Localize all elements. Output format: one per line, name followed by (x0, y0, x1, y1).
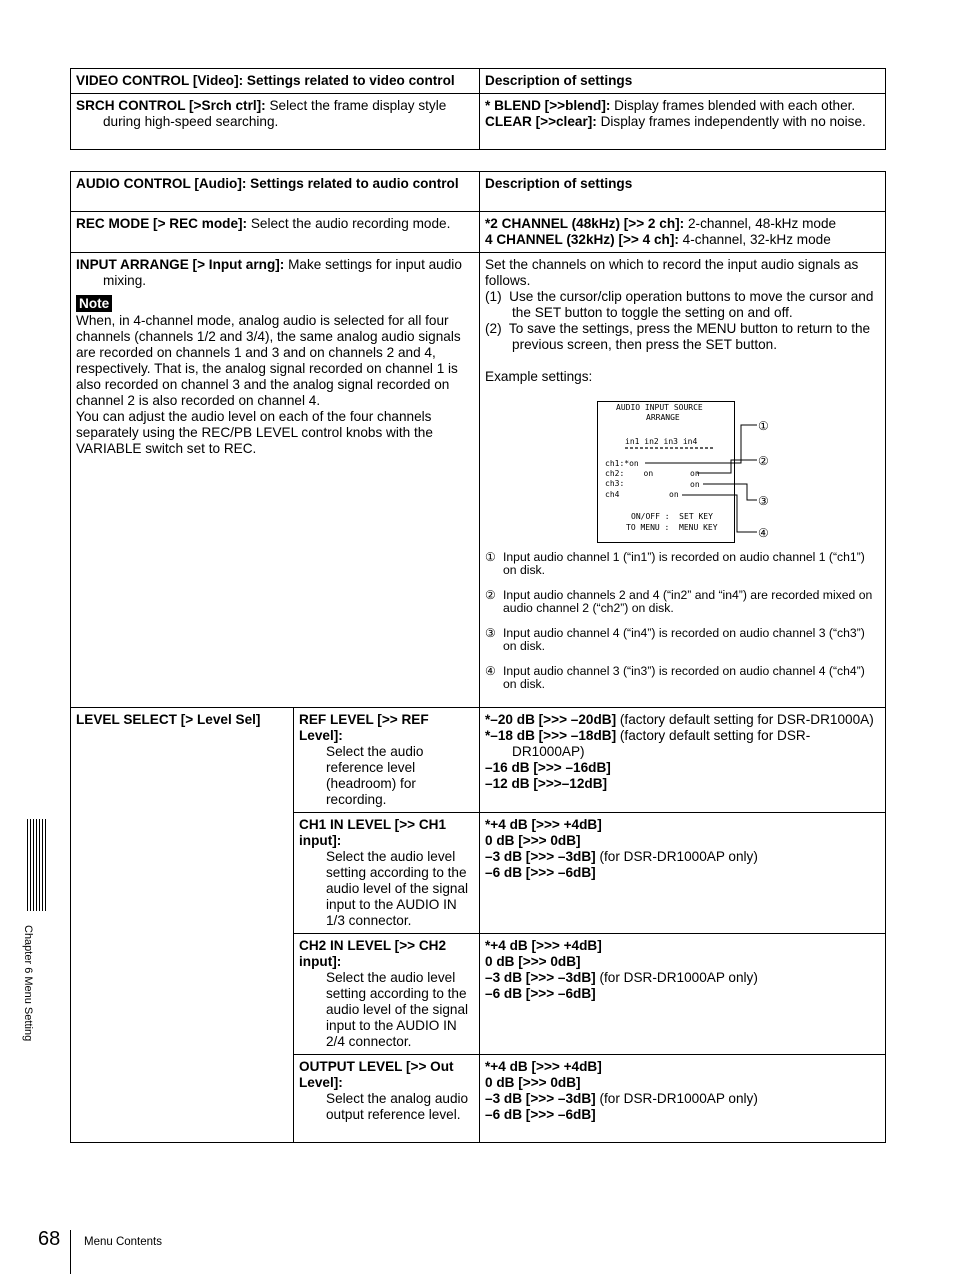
legend-text-3: Input audio channel 4 (“in4”) is recorded on audio channel 3 (“ch3”) on disk. (503, 626, 865, 653)
four-channel-text: 4-channel, 32-kHz mode (678, 232, 831, 247)
example-label: Example settings: (485, 369, 593, 384)
legend-num-2: ② (485, 588, 496, 602)
level-select-name: LEVEL SELECT [> Level Sel] (71, 708, 294, 1143)
out-opt-minus3: –3 dB [>>> –3dB] (485, 1091, 596, 1106)
ref-opt-20-note: (factory default setting for DSR-DR1000A) (616, 712, 874, 727)
srch-control-cell (71, 94, 480, 150)
input-arrange-name: INPUT ARRANGE [> Input arng]: (76, 257, 285, 272)
clear-option-text: Display frames independently with no noise. (596, 114, 866, 129)
note-text-2: You can adjust the audio level on each of the four channels separately using the REC/PB LEVEL control knobs with the VARIABLE switch set to REC. (76, 409, 433, 456)
screen-ch3-in4: on (690, 480, 700, 489)
clear-option: CLEAR [>>clear]: (485, 114, 597, 129)
srch-control-text: Select the frame display style during high-speed searching. (103, 98, 447, 129)
ch1-opt-0: 0 dB [>>> 0dB] (485, 833, 581, 848)
audio-header-left: AUDIO CONTROL [Audio]: Settings related to audio control (71, 172, 480, 212)
ref-level-cell (294, 708, 480, 813)
input-arrange-cell (71, 253, 480, 708)
ch1-level-cell (294, 813, 480, 934)
legend-item-1 (485, 551, 881, 577)
screen-ch1: ch1:*on (605, 459, 639, 468)
screen-columns: in1 in2 in3 in4 (625, 437, 698, 446)
screen-ch4: ch4 (605, 490, 620, 499)
chapter-tab-marker (27, 819, 47, 911)
input-arrange-intro: Set the channels on which to record the input audio signals as follows. (485, 257, 859, 288)
callout-4: ④ (758, 526, 769, 540)
rec-mode-name: REC MODE [> REC mode]: (76, 216, 248, 231)
ref-opt-20: *–20 dB [>>> –20dB] (485, 712, 617, 727)
blend-option: * BLEND [>>blend]: (485, 98, 611, 113)
ch1-opt-minus3-note: (for DSR-DR1000AP only) (595, 849, 758, 864)
screen-ch2-in4: on (690, 469, 700, 478)
ch2-opt-minus3: –3 dB [>>> –3dB] (485, 970, 596, 985)
legend (485, 551, 881, 691)
ch1-opt-minus3: –3 dB [>>> –3dB] (485, 849, 596, 864)
srch-control-name: SRCH CONTROL [>Srch ctrl]: (76, 98, 266, 113)
footer-divider (70, 1230, 71, 1274)
video-header-right: Description of settings (480, 69, 886, 94)
out-opt-minus6: –6 dB [>>> –6dB] (485, 1107, 596, 1122)
video-header-left: VIDEO CONTROL [Video]: Settings related to video control (71, 69, 480, 94)
ch2-opt-minus3-note: (for DSR-DR1000AP only) (595, 970, 758, 985)
callout-1: ① (758, 419, 769, 433)
output-level-name: OUTPUT LEVEL [>> Out Level]: (299, 1059, 454, 1090)
legend-item-3 (485, 627, 881, 653)
output-level-cell (294, 1055, 480, 1143)
legend-item-2 (485, 589, 881, 615)
ch2-opt-minus6: –6 dB [>>> –6dB] (485, 986, 596, 1001)
screen-ch2: ch2: on (605, 469, 654, 478)
legend-text-2: Input audio channels 2 and 4 (“in2” and “in4”) are recorded mixed on audio channel 2 (“ch2”) on disk. (503, 588, 873, 615)
footer-section-title: Menu Contents (84, 1236, 162, 1248)
screen-ch4-in3: on (669, 490, 679, 499)
screen-footer-1: ON/OFF : SET KEY (631, 512, 713, 521)
screen-footer-2: TO MENU : MENU KEY (626, 523, 718, 532)
four-channel-option: 4 CHANNEL (32kHz) [>> 4 ch]: (485, 232, 679, 247)
ref-opt-12: –12 dB [>>>–12dB] (485, 776, 608, 791)
page-number: 68 (38, 1228, 61, 1250)
ch2-opt-0: 0 dB [>>> 0dB] (485, 954, 581, 969)
output-level-text: Select the analog audio output reference level. (326, 1091, 469, 1122)
out-opt-0: 0 dB [>>> 0dB] (485, 1075, 581, 1090)
chapter-label: Chapter 6 Menu Setting (22, 925, 34, 1042)
audio-header-right: Description of settings (480, 172, 886, 212)
ch2-opt-plus4: *+4 dB [>>> +4dB] (485, 938, 602, 953)
rec-mode-text: Select the audio recording mode. (247, 216, 451, 231)
step-2: (2) To save the settings, press the MENU button to return to the previous screen, then press the SET button. (485, 321, 871, 352)
legend-text-1: Input audio channel 1 (“in1”) is recorded on audio channel 1 (“ch1”) on disk. (503, 550, 865, 577)
note-text: When, in 4-channel mode, analog audio is selected for all four channels (channels 1/2 and 3/4), the same analog audio signals are recorded on channels 1 and 3 and on channels 2 and 4, respectively. That is, the analog signal recorded on channel 1 is also recorded on channel 3 and the analog signal recorded on channel 2 is also recorded on channel 4. (76, 313, 461, 408)
two-channel-text: 2-channel, 48-kHz mode (684, 216, 837, 231)
callout-lines (485, 401, 875, 551)
ref-opt-18: *–18 dB [>>> –18dB] (485, 728, 617, 743)
ch1-level-desc (480, 813, 886, 934)
two-channel-option: *2 CHANNEL (48kHz) [>> 2 ch]: (485, 216, 685, 231)
audio-arrange-diagram (485, 401, 875, 551)
screen-ch3: ch3: (605, 479, 625, 488)
ch2-level-name: CH2 IN LEVEL [>> CH2 input]: (299, 938, 447, 969)
legend-text-4: Input audio channel 3 (“in3”) is recorded on audio channel 4 (“ch4”) on disk. (503, 664, 865, 691)
screen-subtitle: ARRANGE (646, 413, 680, 422)
legend-num-1: ① (485, 550, 496, 564)
ch2-level-desc (480, 934, 886, 1055)
ref-level-name: REF LEVEL [>> REF Level]: (299, 712, 429, 743)
ch2-level-text: Select the audio level setting according to the audio level of the signal input to the AUDIO IN 2/4 connector. (326, 970, 469, 1049)
ch1-level-name: CH1 IN LEVEL [>> CH1 input]: (299, 817, 447, 848)
ch1-level-text: Select the audio level setting according to the audio level of the signal input to the AUDIO IN 1/3 connector. (326, 849, 469, 928)
legend-num-4: ④ (485, 664, 496, 678)
video-control-table (70, 68, 886, 150)
note-badge: Note (76, 295, 112, 312)
screen-title: AUDIO INPUT SOURCE (616, 403, 703, 412)
out-opt-minus3-note: (for DSR-DR1000AP only) (595, 1091, 758, 1106)
audio-control-table (70, 171, 886, 1143)
legend-num-3: ③ (485, 626, 496, 640)
ref-opt-18-note: (factory default setting for DSR-DR1000AP) (512, 728, 811, 759)
ref-level-text: Select the audio reference level (headroom) for recording. (326, 744, 424, 807)
callout-2: ② (758, 454, 769, 468)
ch1-opt-plus4: *+4 dB [>>> +4dB] (485, 817, 602, 832)
rec-mode-cell (71, 212, 480, 253)
srch-control-desc (480, 94, 886, 150)
input-arrange-text: Make settings for input audio mixing. (103, 257, 462, 288)
blend-option-text: Display frames blended with each other. (610, 98, 856, 113)
legend-item-4 (485, 665, 881, 691)
rec-mode-desc (480, 212, 886, 253)
output-level-desc (480, 1055, 886, 1143)
ref-opt-16: –16 dB [>>> –16dB] (485, 760, 611, 775)
ref-level-desc (480, 708, 886, 813)
step-1: (1) Use the cursor/clip operation buttons to move the cursor and the SET button to toggle the setting on and off. (485, 289, 874, 320)
callout-3: ③ (758, 494, 769, 508)
ch1-opt-minus6: –6 dB [>>> –6dB] (485, 865, 596, 880)
ch2-level-cell (294, 934, 480, 1055)
input-arrange-desc (480, 253, 886, 708)
out-opt-plus4: *+4 dB [>>> +4dB] (485, 1059, 602, 1074)
